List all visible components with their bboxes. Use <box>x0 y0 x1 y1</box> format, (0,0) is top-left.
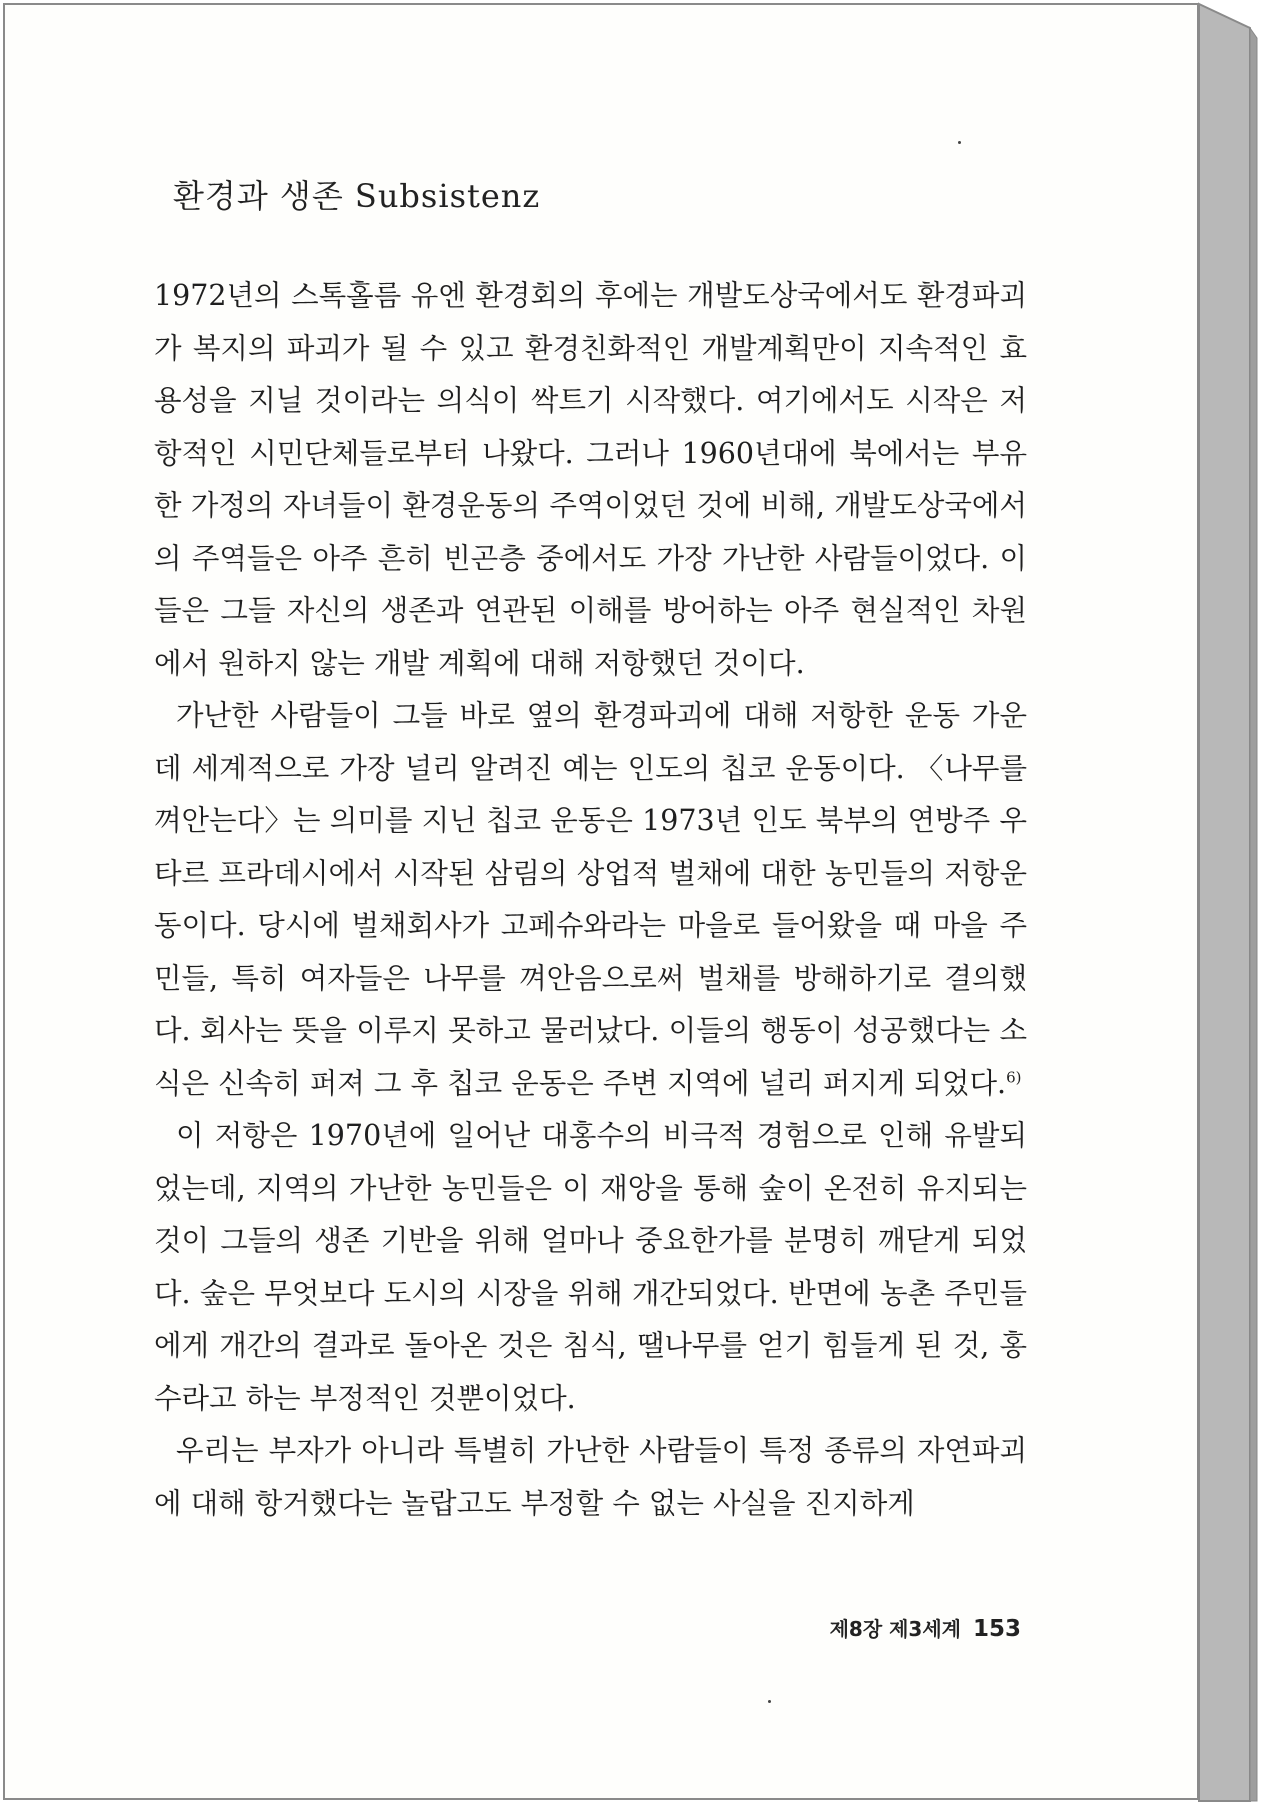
page-number: 153 <box>972 1616 1021 1642</box>
paragraph-2 <box>154 690 1027 1110</box>
body-text <box>154 270 1027 1530</box>
paper-speck <box>958 141 961 144</box>
paragraph-3: 이 저항은 1970년에 일어난 대홍수의 비극적 경험으로 인해 유발되었는데, 지역의 가난한 농민들은 이 재앙을 통해 숲이 온전히 유지되는 것이 그들의 생존 기반을 위해 얼마나 중요한가를 분명히 깨닫게 되었다. 숲은 무엇보다 도시의 시장을 위해 개간되었다. 반면에 농촌 주민들에게 개간의 결과로 돌아온 것은 침식, 땔나무를 얻기 힘들게 된 것, 홍수라고 하는 부정적인 것뿐이었다. <box>154 1119 1027 1415</box>
paragraph-1: 1972년의 스톡홀름 유엔 환경회의 후에는 개발도상국에서도 환경파괴가 복지의 파괴가 될 수 있고 환경친화적인 개발계획만이 지속적인 효용성을 지닐 것이라는 의식이 싹트기 시작했다. 여기에서도 시작은 저항적인 시민단체들로부터 나왔다. 그러나 1960년대에 북에서는 부유한 가정의 자녀들이 환경운동의 주역이었던 것에 비해, 개발도상국에서의 주역들은 아주 흔히 빈곤층 중에서도 가장 가난한 사람들이었다. 이들은 그들 자신의 생존과 연관된 이해를 방어하는 아주 현실적인 차원에서 원하지 않는 개발 계획에 대해 저항했던 것이다. <box>154 279 1027 680</box>
paper-speck <box>768 1700 771 1703</box>
paragraph-2-text: 가난한 사람들이 그들 바로 옆의 환경파괴에 대해 저항한 운동 가운데 세계적으로 가장 널리 알려진 예는 인도의 칩코 운동이다. 〈나무를 껴안는다〉는 의미를 지닌 칩코 운동은 1973년 인도 북부의 연방주 우타르 프라데시에서 시작된 삼림의 상업적 벌채에 대한 농민들의 저항운동이다. 당시에 벌채회사가 고페슈와라는 마을로 들어왔을 때 마을 주민들, 특히 여자들은 나무를 껴안음으로써 벌채를 방해하기로 결의했다. 회사는 뜻을 이루지 못하고 물러났다. 이들의 행동이 성공했다는 소식은 신속히 퍼져 그 후 칩코 운동은 주변 지역에 널리 퍼지게 되었다. <box>154 699 1027 1100</box>
chapter-label: 제8장 제3세계 <box>829 1617 961 1641</box>
section-title: 환경과 생존 Subsistenz <box>173 177 541 215</box>
running-footer <box>830 1613 1021 1642</box>
footnote-reference: 6) <box>1006 1068 1022 1086</box>
book-page <box>3 3 1199 1800</box>
paragraph-4: 우리는 부자가 아니라 특별히 가난한 사람들이 특정 종류의 자연파괴에 대해 항거했다는 놀랍고도 부정할 수 없는 사실을 진지하게 <box>154 1434 1027 1520</box>
